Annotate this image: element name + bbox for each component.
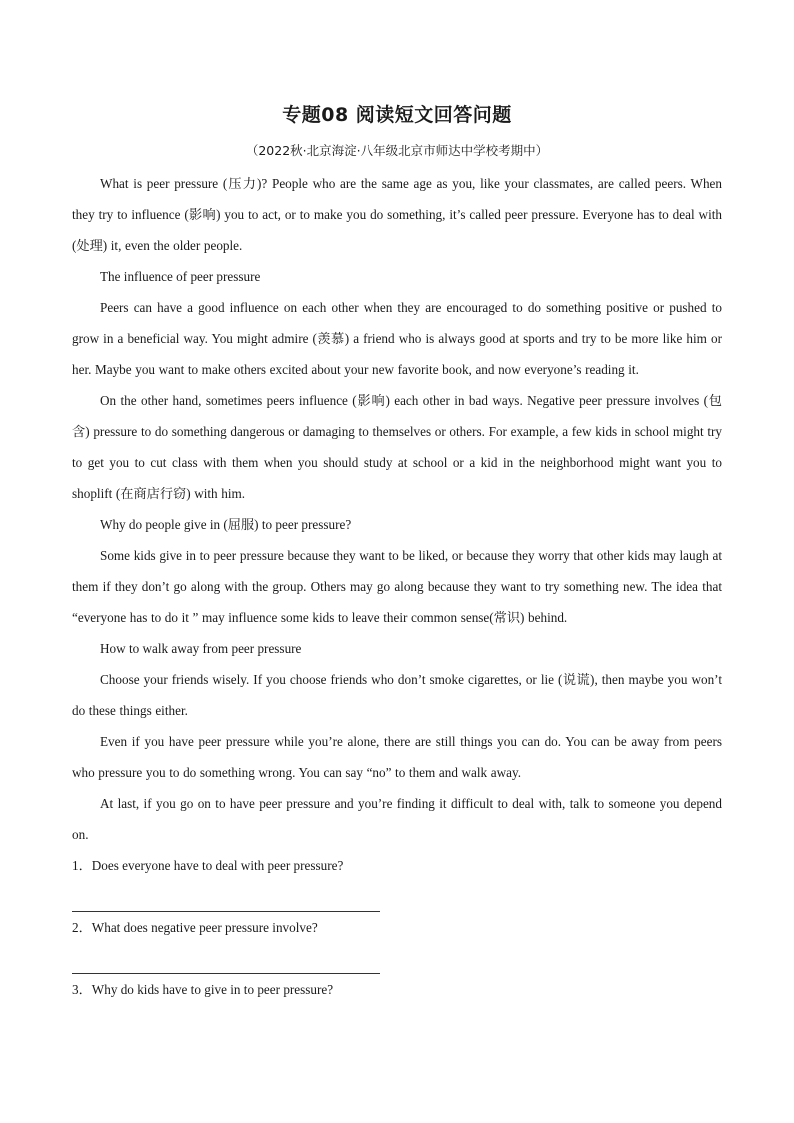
section-heading-how: How to walk away from peer pressure: [100, 641, 302, 656]
question-1: 1．Does everyone have to deal with peer pressure?: [72, 858, 344, 873]
paragraph-3: On the other hand, sometimes peers influence (影响) each other in bad ways. Negative peer pressure involves (包含) pressure to do something dangerous or damaging to themselves or others. For example, a few kids in school might try to get you to cut class with them when you should study at school or a kid in the neighborhood might want you to shoplift (在商店行窃) with him.: [72, 393, 722, 501]
page-subtitle: （2022秋·北京海淀·八年级北京市师达中学校考期中）: [245, 143, 549, 158]
paragraph-7: At last, if you go on to have peer pressure and you’re finding it difficult to deal with, talk to someone you depend on.: [72, 796, 722, 842]
answer-line-2[interactable]: [72, 943, 380, 974]
answer-line-1[interactable]: [72, 881, 380, 912]
paragraph-1: What is peer pressure (压力)? People who are the same age as you, like your classmates, are called peers. When they try to influence (影响) you to act, or to make you do something, it’s called peer pressure. Everyone has to deal with (处理) it, even the older people.: [72, 176, 722, 253]
question-3: 3．Why do kids have to give in to peer pressure?: [72, 982, 334, 997]
section-heading-influence: The influence of peer pressure: [100, 269, 261, 284]
passage-body: [72, 168, 722, 1005]
question-2: 2．What does negative peer pressure involve?: [72, 920, 318, 935]
page-title: 专题08 阅读短文回答问题: [282, 104, 512, 126]
paragraph-2: Peers can have a good influence on each other when they are encouraged to do something positive or pushed to grow in a beneficial way. You might admire (羡慕) a friend who is always good at sports and try to be more like him or her. Maybe you want to make others excited about your new favorite book, and now everyone’s reading it.: [72, 300, 722, 377]
paragraph-6: Even if you have peer pressure while you’re alone, there are still things you can do. You can be away from peers who pressure you to do something wrong. You can say “no” to them and walk away.: [72, 734, 722, 780]
paragraph-4: Some kids give in to peer pressure because they want to be liked, or because they worry that other kids may laugh at them if they don’t go along with the group. Others may go along because they want to try something new. The idea that “everyone has to do it ” may influence some kids to leave their common sense(常识) behind.: [72, 548, 722, 625]
section-heading-why: Why do people give in (屈服) to peer pressure?: [100, 517, 352, 532]
paragraph-5: Choose your friends wisely. If you choose friends who don’t smoke cigarettes, or lie (说谎), then maybe you won’t do these things either.: [72, 672, 722, 718]
